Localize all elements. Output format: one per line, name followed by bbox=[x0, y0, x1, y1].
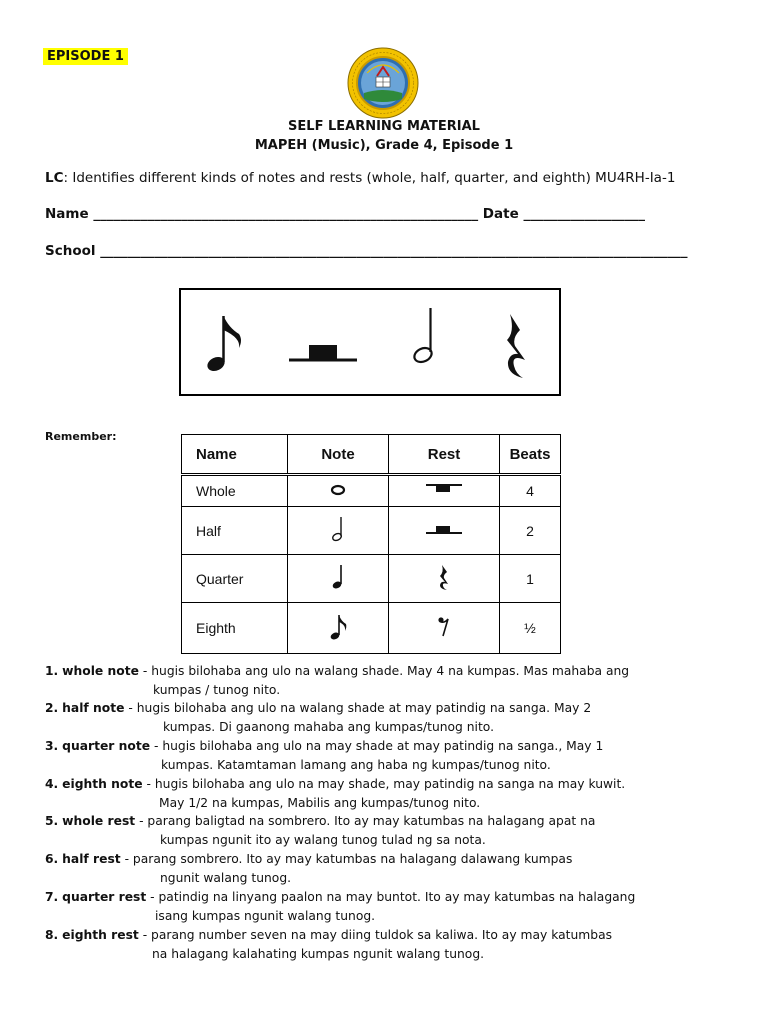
row-beats: 1 bbox=[500, 555, 561, 603]
description-item bbox=[45, 662, 629, 681]
item-text: - parang number seven na may diing tuldok sa kaliwa. Ito ay may katumbas bbox=[138, 928, 613, 942]
row-name: Eighth bbox=[182, 603, 288, 654]
row-name: Half bbox=[182, 507, 288, 555]
row-beats: ½ bbox=[500, 603, 561, 654]
description-item bbox=[45, 926, 612, 945]
item-number: 6. bbox=[45, 852, 59, 866]
half-note-icon bbox=[412, 308, 434, 365]
title-line-2: MAPEH (Music), Grade 4, Episode 1 bbox=[254, 138, 514, 153]
half-note-icon bbox=[288, 507, 389, 555]
item-number: 3. bbox=[45, 739, 59, 753]
quarter-rest-icon bbox=[389, 555, 500, 603]
description-continuation: kumpas. Di gaanong mahaba ang kumpas/tunog nito. bbox=[163, 720, 495, 734]
description-item bbox=[45, 812, 595, 831]
item-text: - hugis bilohaba ang ulo na may shade at may patindig na sanga., May 1 bbox=[150, 739, 604, 753]
remember-label: Remember: bbox=[45, 430, 117, 443]
table-row bbox=[182, 475, 561, 507]
description-item bbox=[45, 850, 572, 869]
table-row bbox=[182, 603, 561, 654]
name-field bbox=[45, 206, 645, 222]
description-item bbox=[45, 737, 603, 756]
item-term: half rest bbox=[62, 852, 121, 866]
item-number: 1. bbox=[45, 664, 59, 678]
item-term: eighth rest bbox=[62, 928, 139, 942]
lc-text: : Identifies different kinds of notes and rests (whole, half, quarter, and eighth) MU4RH-Ia-1 bbox=[63, 170, 676, 186]
eighth-note-icon bbox=[205, 316, 241, 374]
eighth-note-icon bbox=[288, 603, 389, 654]
item-term: quarter note bbox=[62, 739, 151, 753]
item-term: eighth note bbox=[62, 777, 143, 791]
episode-label: EPISODE 1 bbox=[43, 48, 128, 65]
whole-rest-icon bbox=[389, 475, 500, 507]
header-beats: Beats bbox=[500, 435, 561, 475]
quarter-rest-icon bbox=[507, 314, 525, 378]
description-item bbox=[45, 888, 635, 907]
item-number: 4. bbox=[45, 777, 59, 791]
description-continuation: na halagang kalahating kumpas ngunit walang tunog. bbox=[152, 947, 485, 961]
item-term: quarter rest bbox=[62, 890, 147, 904]
date-line: __________________ bbox=[523, 206, 645, 222]
music-symbols-box bbox=[179, 288, 561, 396]
item-text: - hugis bilohaba ang ulo na walang shade. May 4 na kumpas. Mas mahaba ang bbox=[138, 664, 630, 678]
name-label: Name bbox=[45, 206, 89, 222]
row-name: Quarter bbox=[182, 555, 288, 603]
description-continuation: kumpas. Katamtaman lamang ang haba ng kumpas/tunog nito. bbox=[161, 758, 551, 772]
description-continuation: kumpas ngunit ito ay walang tunog tulad ng sa nota. bbox=[160, 833, 486, 847]
school-label: School bbox=[45, 243, 96, 259]
row-name: Whole bbox=[182, 475, 288, 507]
item-text: - patindig na linyang paalon na may buntot. Ito ay may katumbas na halagang bbox=[146, 890, 636, 904]
item-text: - hugis bilohaba ang ulo na walang shade at may patindig na sanga. May 2 bbox=[124, 701, 592, 715]
quarter-note-icon bbox=[288, 555, 389, 603]
date-label: Date bbox=[482, 206, 519, 222]
school-field bbox=[45, 243, 687, 259]
description-item bbox=[45, 775, 625, 794]
header-rest: Rest bbox=[389, 435, 500, 475]
half-rest-icon bbox=[389, 507, 500, 555]
row-beats: 4 bbox=[500, 475, 561, 507]
item-text: - parang baligtad na sombrero. Ito ay may katumbas na halagang apat na bbox=[135, 814, 596, 828]
description-continuation: ngunit walang tunog. bbox=[160, 871, 292, 885]
header-name: Name bbox=[182, 435, 288, 475]
header-note: Note bbox=[288, 435, 389, 475]
description-continuation: kumpas / tunog nito. bbox=[153, 683, 281, 697]
item-text: - hugis bilohaba ang ulo na may shade, may patindig na sanga na may kuwit. bbox=[142, 777, 626, 791]
deped-seal-logo bbox=[347, 47, 419, 119]
description-item bbox=[45, 699, 591, 718]
item-term: whole rest bbox=[62, 814, 136, 828]
name-line: _________________________________________________________ bbox=[93, 206, 479, 222]
title-line-1: SELF LEARNING MATERIAL bbox=[288, 119, 480, 134]
school-line: _______________________________________________________________________________________ bbox=[100, 243, 688, 259]
eighth-rest-icon bbox=[389, 603, 500, 654]
item-number: 2. bbox=[45, 701, 59, 715]
notes-rests-table bbox=[181, 434, 561, 654]
learning-competency bbox=[45, 170, 675, 186]
lc-label: LC bbox=[45, 170, 64, 186]
description-continuation: May 1/2 na kumpas, Mabilis ang kumpas/tunog nito. bbox=[159, 796, 481, 810]
item-number: 8. bbox=[45, 928, 59, 942]
table-row bbox=[182, 507, 561, 555]
row-beats: 2 bbox=[500, 507, 561, 555]
table-header-row bbox=[182, 435, 561, 475]
table-row bbox=[182, 555, 561, 603]
item-term: whole note bbox=[62, 664, 139, 678]
music-symbols-drawing bbox=[181, 290, 559, 394]
whole-note-icon bbox=[288, 475, 389, 507]
item-number: 7. bbox=[45, 890, 59, 904]
item-text: - parang sombrero. Ito ay may katumbas na halagang dalawang kumpas bbox=[120, 852, 573, 866]
half-rest-icon bbox=[289, 345, 357, 360]
item-term: half note bbox=[62, 701, 125, 715]
item-number: 5. bbox=[45, 814, 59, 828]
description-continuation: isang kumpas ngunit walang tunog. bbox=[155, 909, 376, 923]
